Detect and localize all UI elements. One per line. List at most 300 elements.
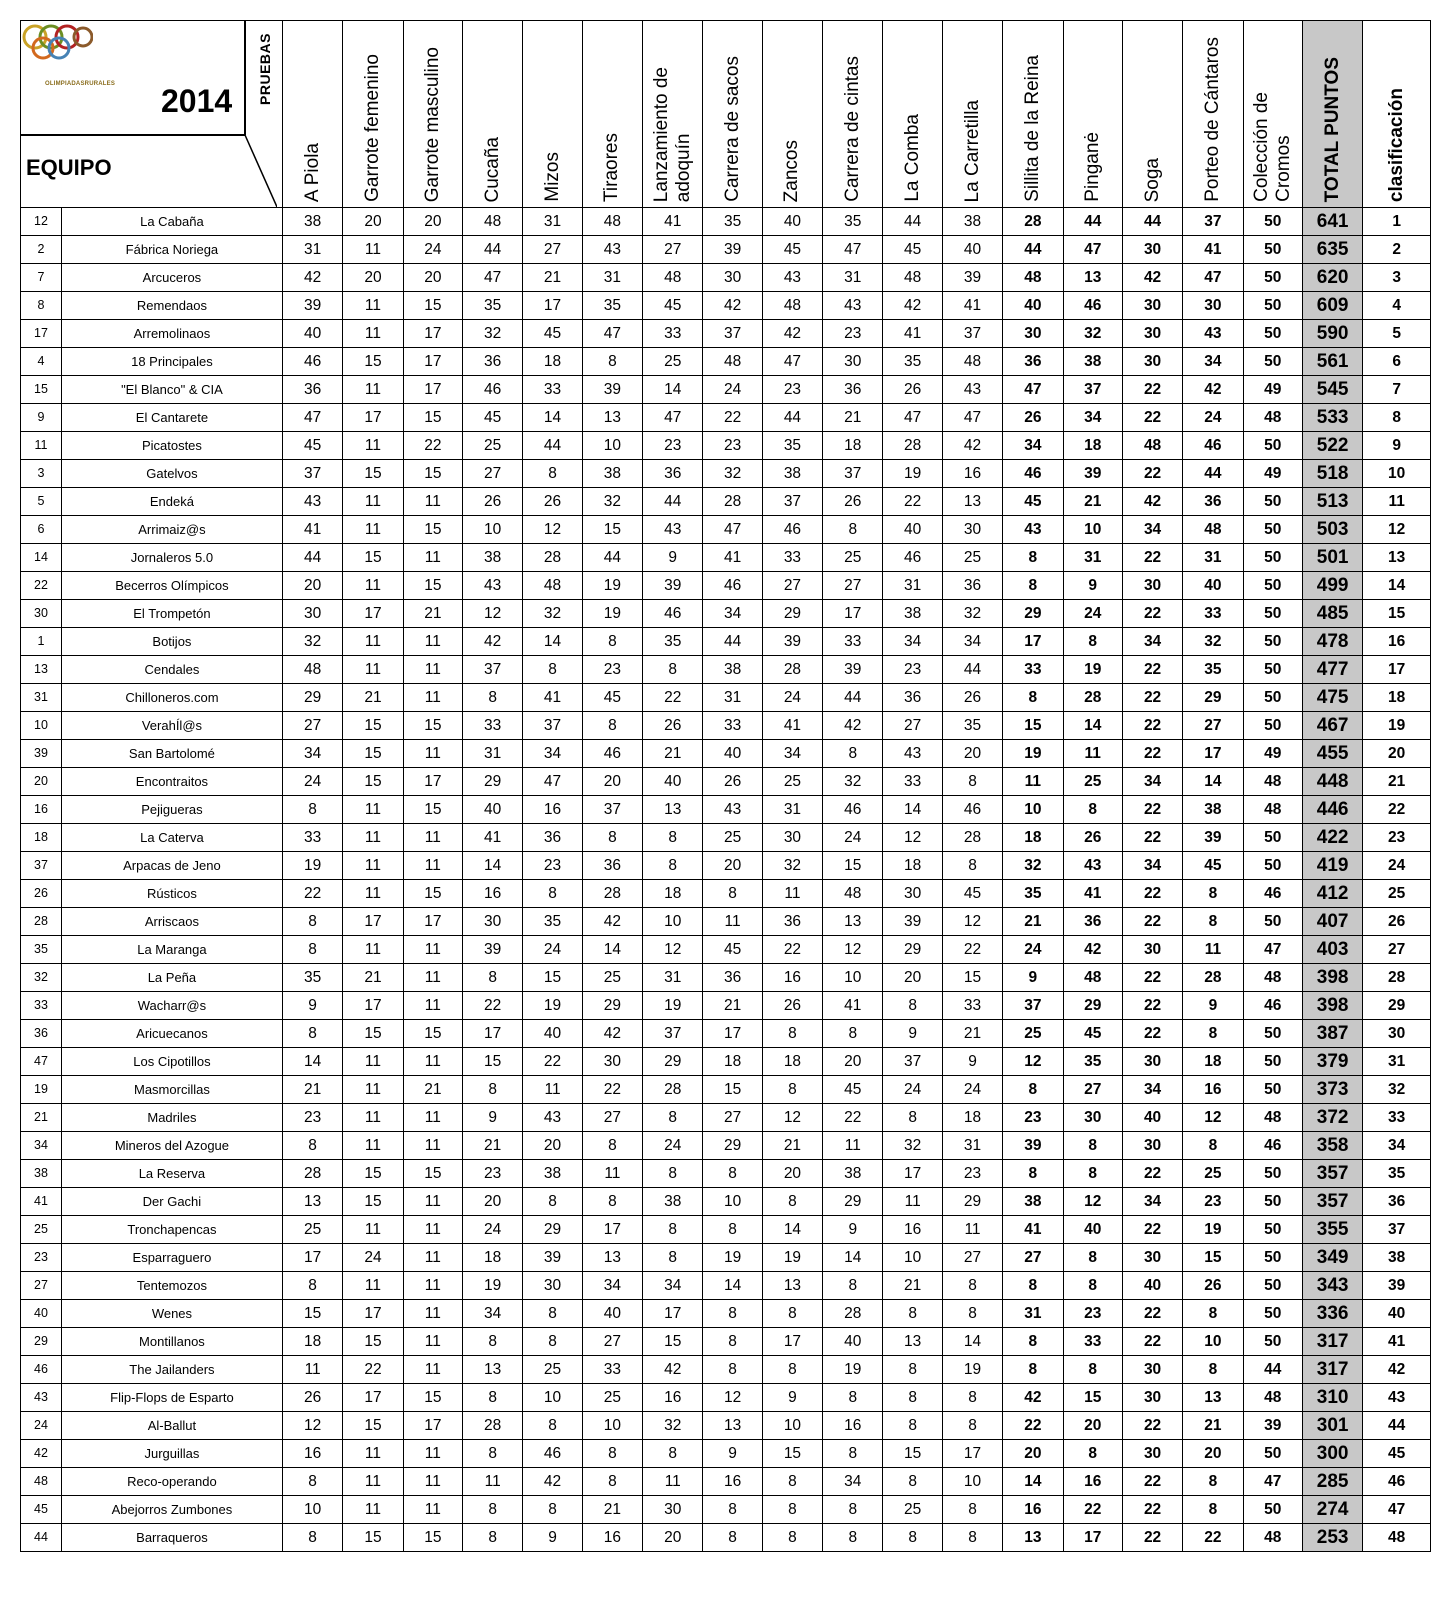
score-cell: 27 <box>1183 712 1243 740</box>
total-points: 253 <box>1302 1524 1362 1552</box>
score-cell: 30 <box>703 264 762 292</box>
score-cell: 13 <box>582 404 642 432</box>
column-header <box>762 21 822 208</box>
score-cell: 15 <box>523 964 582 992</box>
score-cell: 39 <box>463 936 523 964</box>
score-cell: 8 <box>883 1468 942 1496</box>
score-cell: 8 <box>582 628 642 656</box>
team-name: San Bartolomé <box>61 740 282 768</box>
score-cell: 50 <box>1243 1216 1302 1244</box>
total-points: 641 <box>1302 208 1362 236</box>
olympic-rings-logo-icon <box>21 21 93 65</box>
score-cell: 8 <box>823 1384 883 1412</box>
team-name: Fábrica Noriega <box>61 236 282 264</box>
total-points: 467 <box>1302 712 1362 740</box>
score-cell: 8 <box>523 1496 582 1524</box>
score-cell: 41 <box>942 292 1002 320</box>
score-cell: 8 <box>942 1272 1002 1300</box>
team-number: 7 <box>21 264 62 292</box>
score-cell: 30 <box>1122 292 1182 320</box>
table-row <box>21 656 1431 684</box>
score-cell: 22 <box>282 880 342 908</box>
score-cell: 22 <box>1003 1412 1063 1440</box>
table-row <box>21 796 1431 824</box>
total-points: 387 <box>1302 1020 1362 1048</box>
score-cell: 32 <box>1063 320 1122 348</box>
classification: 21 <box>1363 768 1431 796</box>
score-cell: 18 <box>823 432 883 460</box>
score-cell: 8 <box>1183 1468 1243 1496</box>
score-cell: 8 <box>1003 1272 1063 1300</box>
score-cell: 50 <box>1243 208 1302 236</box>
score-cell: 22 <box>1122 404 1182 432</box>
score-cell: 31 <box>823 264 883 292</box>
score-cell: 41 <box>643 208 703 236</box>
score-cell: 39 <box>523 1244 582 1272</box>
team-number: 25 <box>21 1216 62 1244</box>
score-cell: 12 <box>823 936 883 964</box>
score-cell: 42 <box>762 320 822 348</box>
score-cell: 11 <box>403 1356 462 1384</box>
score-cell: 8 <box>883 1300 942 1328</box>
team-name: Rústicos <box>61 880 282 908</box>
table-row <box>21 572 1431 600</box>
score-cell: 14 <box>883 796 942 824</box>
score-cell: 21 <box>1003 908 1063 936</box>
team-name: Arrimaiz@s <box>61 516 282 544</box>
score-cell: 20 <box>403 208 462 236</box>
score-cell: 48 <box>582 208 642 236</box>
score-cell: 18 <box>1003 824 1063 852</box>
team-name: Wenes <box>61 1300 282 1328</box>
classification: 5 <box>1363 320 1431 348</box>
team-number: 47 <box>21 1048 62 1076</box>
team-number: 13 <box>21 656 62 684</box>
score-cell: 8 <box>1183 908 1243 936</box>
score-cell: 15 <box>883 1440 942 1468</box>
score-cell: 8 <box>523 880 582 908</box>
score-cell: 20 <box>403 264 462 292</box>
score-cell: 8 <box>883 1356 942 1384</box>
score-cell: 11 <box>1183 936 1243 964</box>
table-row <box>21 1356 1431 1384</box>
column-header <box>463 21 523 208</box>
score-cell: 19 <box>582 572 642 600</box>
score-cell: 30 <box>1122 572 1182 600</box>
table-row <box>21 1104 1431 1132</box>
score-cell: 8 <box>463 1076 523 1104</box>
score-cell: 22 <box>1122 1496 1182 1524</box>
score-cell: 43 <box>942 376 1002 404</box>
column-header <box>1063 21 1122 208</box>
score-cell: 30 <box>762 824 822 852</box>
team-name: La Maranga <box>61 936 282 964</box>
score-cell: 16 <box>762 964 822 992</box>
score-cell: 8 <box>883 1412 942 1440</box>
score-cell: 45 <box>823 1076 883 1104</box>
classification: 18 <box>1363 684 1431 712</box>
score-cell: 18 <box>1063 432 1122 460</box>
score-cell: 22 <box>582 1076 642 1104</box>
score-cell: 28 <box>282 1160 342 1188</box>
team-name: Der Gachi <box>61 1188 282 1216</box>
score-cell: 22 <box>942 936 1002 964</box>
score-cell: 11 <box>403 1244 462 1272</box>
score-cell: 40 <box>523 1020 582 1048</box>
team-number: 35 <box>21 936 62 964</box>
score-cell: 22 <box>1122 1328 1182 1356</box>
score-cell: 13 <box>1183 1384 1243 1412</box>
score-cell: 28 <box>1063 684 1122 712</box>
classification: 44 <box>1363 1412 1431 1440</box>
score-cell: 12 <box>1063 1188 1122 1216</box>
score-cell: 15 <box>582 516 642 544</box>
score-cell: 15 <box>1183 1244 1243 1272</box>
table-row <box>21 1300 1431 1328</box>
score-cell: 17 <box>403 348 462 376</box>
score-cell: 15 <box>282 1300 342 1328</box>
score-cell: 23 <box>1003 1104 1063 1132</box>
classification: 2 <box>1363 236 1431 264</box>
score-cell: 10 <box>942 1468 1002 1496</box>
score-cell: 50 <box>1243 852 1302 880</box>
score-cell: 10 <box>282 1496 342 1524</box>
score-cell: 46 <box>1183 432 1243 460</box>
score-cell: 44 <box>1122 208 1182 236</box>
score-cell: 20 <box>582 768 642 796</box>
score-cell: 10 <box>582 1412 642 1440</box>
table-row <box>21 1076 1431 1104</box>
team-number: 12 <box>21 208 62 236</box>
score-cell: 22 <box>1122 740 1182 768</box>
score-cell: 19 <box>582 600 642 628</box>
score-cell: 15 <box>343 1524 403 1552</box>
column-header-label: Carrera de cintas <box>841 56 863 202</box>
team-name: Endeká <box>61 488 282 516</box>
score-cell: 12 <box>883 824 942 852</box>
score-cell: 30 <box>1122 236 1182 264</box>
score-cell: 22 <box>1122 964 1182 992</box>
classification: 4 <box>1363 292 1431 320</box>
classification: 23 <box>1363 824 1431 852</box>
total-points: 533 <box>1302 404 1362 432</box>
score-cell: 11 <box>942 1216 1002 1244</box>
score-cell: 8 <box>942 852 1002 880</box>
score-cell: 11 <box>282 1356 342 1384</box>
score-cell: 8 <box>1063 796 1122 824</box>
score-cell: 8 <box>282 1524 342 1552</box>
total-points: 501 <box>1302 544 1362 572</box>
score-cell: 20 <box>1003 1440 1063 1468</box>
score-cell: 31 <box>1003 1300 1063 1328</box>
score-cell: 8 <box>1063 1160 1122 1188</box>
column-header <box>582 21 642 208</box>
score-cell: 50 <box>1243 488 1302 516</box>
score-cell: 40 <box>883 516 942 544</box>
score-cell: 21 <box>403 1076 462 1104</box>
score-cell: 42 <box>1122 488 1182 516</box>
score-cell: 48 <box>1243 1384 1302 1412</box>
score-cell: 29 <box>1183 684 1243 712</box>
score-cell: 17 <box>343 1384 403 1412</box>
score-cell: 48 <box>1243 1104 1302 1132</box>
score-cell: 32 <box>282 628 342 656</box>
score-cell: 15 <box>403 404 462 432</box>
score-cell: 8 <box>582 1132 642 1160</box>
score-cell: 11 <box>343 880 403 908</box>
score-cell: 30 <box>463 908 523 936</box>
team-number: 34 <box>21 1132 62 1160</box>
score-cell: 9 <box>1063 572 1122 600</box>
score-cell: 47 <box>1063 236 1122 264</box>
score-cell: 36 <box>1183 488 1243 516</box>
score-cell: 40 <box>1063 1216 1122 1244</box>
score-cell: 46 <box>463 376 523 404</box>
score-cell: 28 <box>643 1076 703 1104</box>
score-cell: 14 <box>643 376 703 404</box>
score-cell: 40 <box>823 1328 883 1356</box>
score-cell: 14 <box>703 1272 762 1300</box>
team-number: 46 <box>21 1356 62 1384</box>
total-points: 317 <box>1302 1328 1362 1356</box>
score-cell: 45 <box>703 936 762 964</box>
score-cell: 16 <box>643 1384 703 1412</box>
classification: 6 <box>1363 348 1431 376</box>
column-header-label: Garrote masculino <box>421 46 443 202</box>
classification: 36 <box>1363 1188 1431 1216</box>
score-cell: 30 <box>883 880 942 908</box>
score-cell: 45 <box>523 320 582 348</box>
team-number: 36 <box>21 1020 62 1048</box>
score-cell: 41 <box>463 824 523 852</box>
classification: 29 <box>1363 992 1431 1020</box>
score-cell: 31 <box>643 964 703 992</box>
classification: 19 <box>1363 712 1431 740</box>
score-cell: 48 <box>1243 964 1302 992</box>
score-cell: 17 <box>643 1300 703 1328</box>
column-header <box>1302 21 1362 208</box>
score-cell: 18 <box>282 1328 342 1356</box>
score-cell: 22 <box>1122 544 1182 572</box>
logo-caption: OLIMPIADASRURALES <box>45 81 116 87</box>
score-cell: 8 <box>1063 1132 1122 1160</box>
score-cell: 10 <box>643 908 703 936</box>
classification: 32 <box>1363 1076 1431 1104</box>
score-cell: 22 <box>463 992 523 1020</box>
score-cell: 26 <box>523 488 582 516</box>
score-cell: 8 <box>1063 1356 1122 1384</box>
team-number: 44 <box>21 1524 62 1552</box>
score-cell: 16 <box>282 1440 342 1468</box>
score-cell: 37 <box>523 712 582 740</box>
classification: 9 <box>1363 432 1431 460</box>
score-cell: 20 <box>343 208 403 236</box>
score-cell: 8 <box>1003 544 1063 572</box>
total-points: 485 <box>1302 600 1362 628</box>
score-cell: 22 <box>1122 460 1182 488</box>
score-cell: 11 <box>343 292 403 320</box>
total-points: 357 <box>1302 1160 1362 1188</box>
score-cell: 32 <box>762 852 822 880</box>
table-row <box>21 880 1431 908</box>
score-cell: 17 <box>343 908 403 936</box>
team-name: La Cabaña <box>61 208 282 236</box>
score-cell: 32 <box>523 600 582 628</box>
score-cell: 33 <box>282 824 342 852</box>
team-number: 4 <box>21 348 62 376</box>
score-cell: 18 <box>703 1048 762 1076</box>
score-cell: 30 <box>282 600 342 628</box>
score-cell: 27 <box>582 1328 642 1356</box>
score-cell: 11 <box>403 1188 462 1216</box>
score-cell: 50 <box>1243 824 1302 852</box>
score-cell: 29 <box>703 1132 762 1160</box>
score-cell: 30 <box>942 516 1002 544</box>
score-cell: 47 <box>582 320 642 348</box>
score-cell: 29 <box>463 768 523 796</box>
table-row <box>21 824 1431 852</box>
total-points: 620 <box>1302 264 1362 292</box>
score-cell: 8 <box>1183 1356 1243 1384</box>
score-cell: 26 <box>463 488 523 516</box>
score-cell: 8 <box>1183 1132 1243 1160</box>
score-cell: 43 <box>282 488 342 516</box>
score-cell: 35 <box>823 208 883 236</box>
score-cell: 8 <box>463 1524 523 1552</box>
table-row <box>21 208 1431 236</box>
team-number: 23 <box>21 1244 62 1272</box>
score-cell: 11 <box>403 1216 462 1244</box>
score-cell: 32 <box>1183 628 1243 656</box>
score-cell: 18 <box>762 1048 822 1076</box>
score-cell: 8 <box>823 1272 883 1300</box>
team-number: 38 <box>21 1160 62 1188</box>
column-header <box>403 21 462 208</box>
score-cell: 36 <box>762 908 822 936</box>
score-cell: 25 <box>883 1496 942 1524</box>
team-name: El Trompetón <box>61 600 282 628</box>
score-cell: 8 <box>463 1328 523 1356</box>
score-cell: 41 <box>823 992 883 1020</box>
total-points: 285 <box>1302 1468 1362 1496</box>
score-cell: 48 <box>643 264 703 292</box>
total-points: 412 <box>1302 880 1362 908</box>
classification: 8 <box>1363 404 1431 432</box>
score-cell: 50 <box>1243 656 1302 684</box>
score-cell: 29 <box>942 1188 1002 1216</box>
score-cell: 11 <box>343 1440 403 1468</box>
score-cell: 29 <box>643 1048 703 1076</box>
score-cell: 25 <box>703 824 762 852</box>
classification: 15 <box>1363 600 1431 628</box>
score-cell: 42 <box>1183 376 1243 404</box>
score-cell: 9 <box>463 1104 523 1132</box>
team-number: 20 <box>21 768 62 796</box>
score-cell: 46 <box>1243 1132 1302 1160</box>
score-cell: 9 <box>1003 964 1063 992</box>
score-cell: 38 <box>1063 348 1122 376</box>
score-cell: 38 <box>282 208 342 236</box>
score-cell: 15 <box>1063 1384 1122 1412</box>
score-cell: 11 <box>343 936 403 964</box>
score-cell: 8 <box>942 1412 1002 1440</box>
score-cell: 45 <box>582 684 642 712</box>
score-cell: 22 <box>1122 600 1182 628</box>
score-cell: 9 <box>282 992 342 1020</box>
score-cell: 42 <box>582 1020 642 1048</box>
score-cell: 45 <box>1063 1020 1122 1048</box>
score-cell: 22 <box>1122 684 1182 712</box>
total-points: 372 <box>1302 1104 1362 1132</box>
total-points: 379 <box>1302 1048 1362 1076</box>
score-cell: 31 <box>463 740 523 768</box>
score-cell: 39 <box>823 656 883 684</box>
score-cell: 17 <box>523 292 582 320</box>
score-cell: 11 <box>1003 768 1063 796</box>
score-cell: 50 <box>1243 516 1302 544</box>
score-cell: 40 <box>1122 1104 1182 1132</box>
score-cell: 30 <box>1122 1048 1182 1076</box>
score-cell: 15 <box>343 768 403 796</box>
score-cell: 8 <box>762 1020 822 1048</box>
score-cell: 15 <box>403 572 462 600</box>
classification: 24 <box>1363 852 1431 880</box>
score-cell: 47 <box>523 768 582 796</box>
team-name: La Reserva <box>61 1160 282 1188</box>
team-name: Cendales <box>61 656 282 684</box>
score-cell: 20 <box>762 1160 822 1188</box>
column-header-label: Zancos <box>781 139 803 202</box>
score-cell: 41 <box>1003 1216 1063 1244</box>
score-cell: 23 <box>582 656 642 684</box>
score-cell: 15 <box>343 1328 403 1356</box>
score-cell: 8 <box>1063 628 1122 656</box>
score-cell: 34 <box>1122 1188 1182 1216</box>
score-cell: 19 <box>942 1356 1002 1384</box>
score-cell: 46 <box>1003 460 1063 488</box>
score-cell: 8 <box>1003 1356 1063 1384</box>
total-points: 561 <box>1302 348 1362 376</box>
score-cell: 34 <box>282 740 342 768</box>
score-cell: 46 <box>703 572 762 600</box>
score-cell: 13 <box>823 908 883 936</box>
score-cell: 11 <box>403 1132 462 1160</box>
score-cell: 40 <box>1003 292 1063 320</box>
score-cell: 11 <box>343 628 403 656</box>
score-cell: 31 <box>762 796 822 824</box>
column-header <box>1122 21 1182 208</box>
classification: 3 <box>1363 264 1431 292</box>
score-cell: 48 <box>703 348 762 376</box>
score-cell: 21 <box>1183 1412 1243 1440</box>
score-cell: 12 <box>942 908 1002 936</box>
score-cell: 39 <box>703 236 762 264</box>
score-cell: 26 <box>1063 824 1122 852</box>
score-cell: 21 <box>282 1076 342 1104</box>
score-cell: 31 <box>942 1132 1002 1160</box>
team-number: 8 <box>21 292 62 320</box>
score-cell: 15 <box>343 1188 403 1216</box>
score-cell: 22 <box>823 1104 883 1132</box>
score-cell: 46 <box>523 1440 582 1468</box>
score-cell: 11 <box>403 628 462 656</box>
team-name: 18 Principales <box>61 348 282 376</box>
score-cell: 34 <box>1122 1076 1182 1104</box>
score-cell: 11 <box>403 992 462 1020</box>
score-cell: 10 <box>1063 516 1122 544</box>
score-cell: 15 <box>403 1020 462 1048</box>
table-row <box>21 376 1431 404</box>
